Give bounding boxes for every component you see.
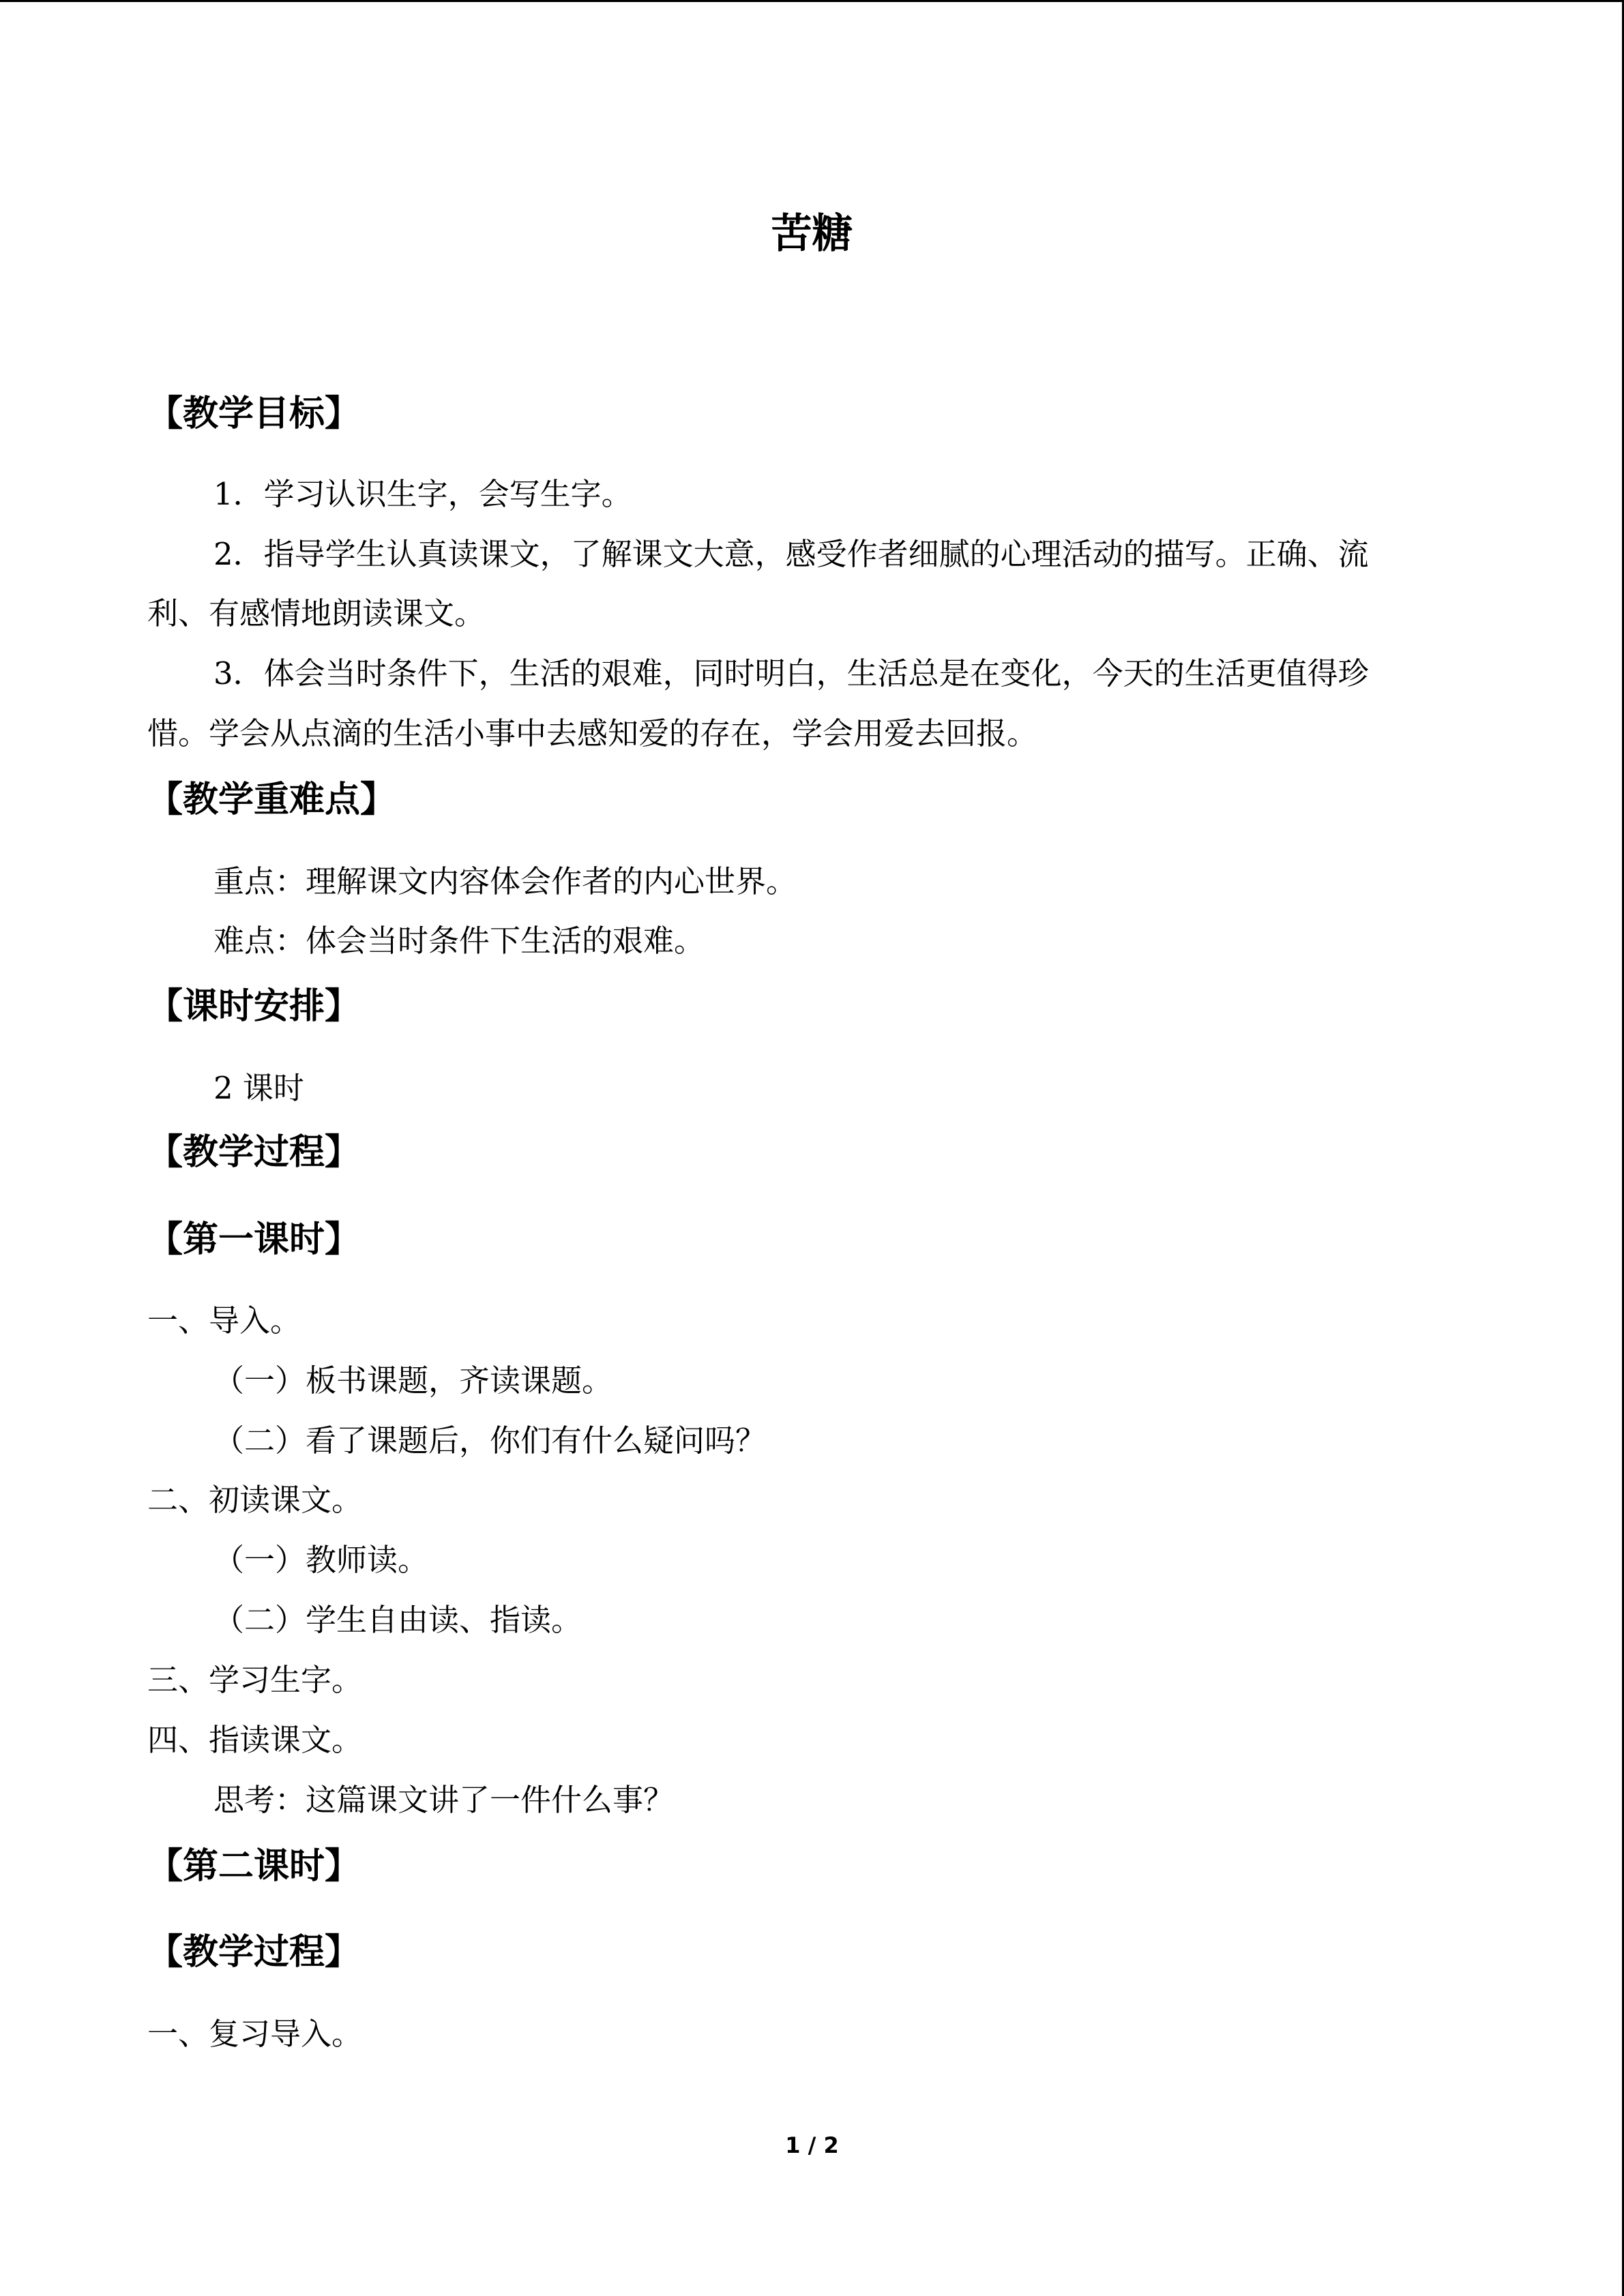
lesson-1-step-2-b: （二）学生自由读、指读。 — [213, 1602, 582, 1638]
goal-1: 1．学习认识生字，会写生字。 — [213, 476, 632, 512]
lesson-1-step-2: 二、初读课文。 — [147, 1482, 363, 1518]
heading-teaching-goals: 【教学目标】 — [147, 393, 361, 434]
lesson-1-step-1: 一、导入。 — [147, 1302, 301, 1339]
heading-schedule: 【课时安排】 — [147, 986, 361, 1027]
heading-lesson-1: 【第一课时】 — [147, 1219, 361, 1260]
goal-3-line-2: 惜。学会从点滴的生活小事中去感知爱的存在，学会用爱去回报。 — [147, 715, 1038, 751]
key-point: 重点：理解课文内容体会作者的内心世界。 — [213, 863, 797, 899]
lesson-1-step-4-question: 思考：这篇课文讲了一件什么事？ — [213, 1782, 675, 1818]
lesson-1-step-3: 三、学习生字。 — [147, 1662, 363, 1698]
document-title: 苦糖 — [771, 210, 853, 258]
page-number: 1 / 2 — [785, 2132, 839, 2158]
heading-teaching-process: 【教学过程】 — [147, 1132, 361, 1173]
heading-key-points: 【教学重难点】 — [147, 779, 396, 820]
goal-2-line-2: 利、有感情地朗读课文。 — [147, 595, 486, 631]
lesson-1-step-1-b: （二）看了课题后，你们有什么疑问吗？ — [213, 1422, 767, 1459]
lesson-1-step-1-a: （一）板书课题，齐读课题。 — [213, 1362, 613, 1399]
schedule-text: 2 课时 — [213, 1070, 304, 1106]
heading-teaching-process-2: 【教学过程】 — [147, 1932, 361, 1973]
difficult-point: 难点：体会当时条件下生活的艰难。 — [213, 923, 705, 959]
lesson-1-step-4: 四、指读课文。 — [147, 1722, 363, 1758]
heading-lesson-2: 【第二课时】 — [147, 1846, 361, 1887]
lesson-2-step-1: 一、复习导入。 — [147, 2016, 363, 2052]
goal-2-line-1: 2．指导学生认真读课文，了解课文大意，感受作者细腻的心理活动的描写。正确、流 — [213, 536, 1369, 572]
goal-3-line-1: 3．体会当时条件下，生活的艰难，同时明白，生活总是在变化，今天的生活更值得珍 — [213, 655, 1369, 691]
lesson-1-step-2-a: （一）教师读。 — [213, 1542, 429, 1578]
